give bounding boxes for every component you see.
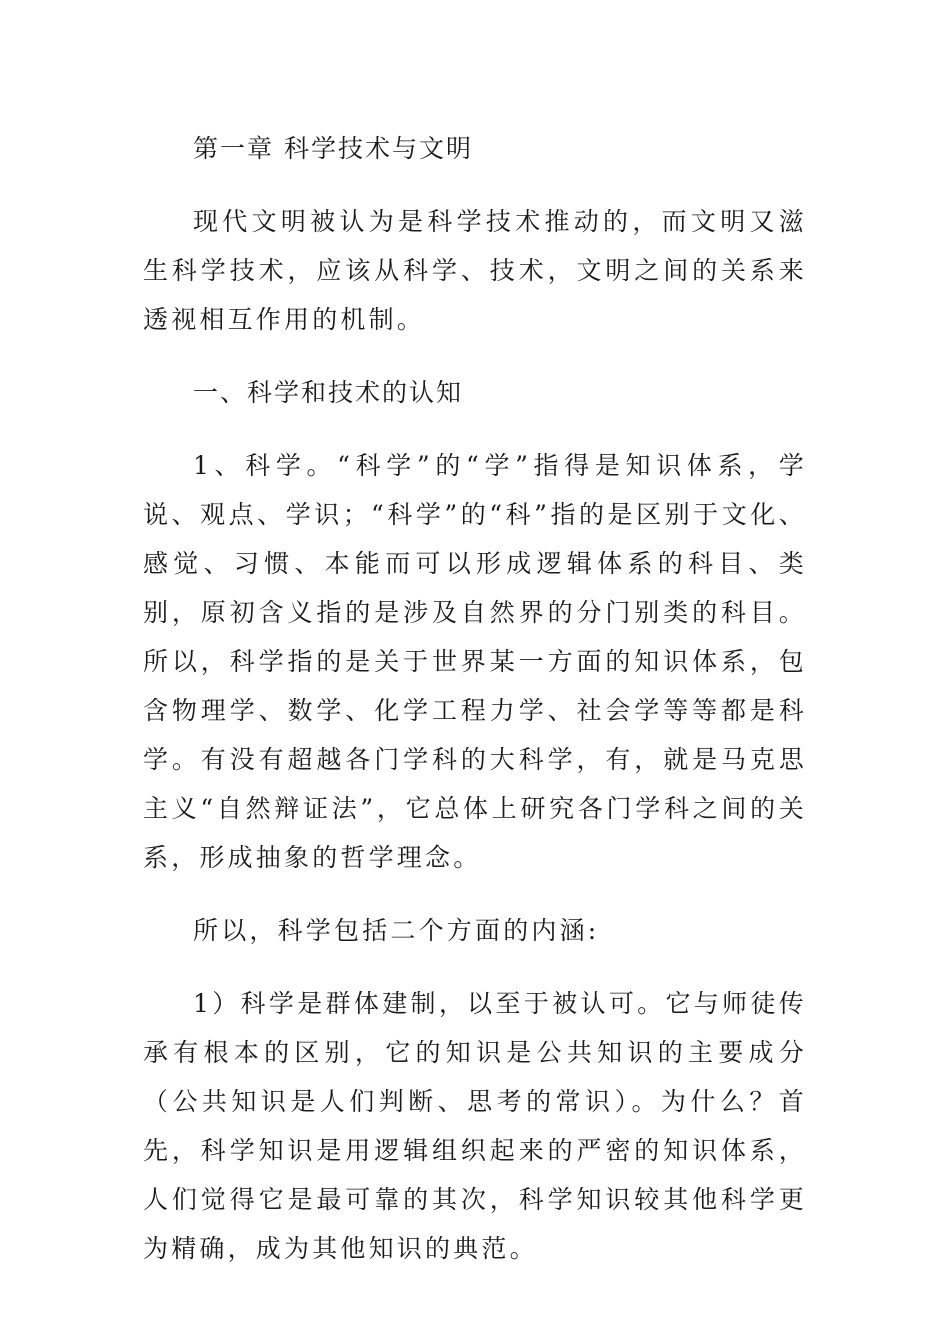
- document-body: [143, 124, 807, 1297]
- point-one-paragraph: 1）科学是群体建制，以至于被认可。它与师徒传承有根本的区别，它的知识是公共知识的主要成分（公共知识是人们判断、思考的常识）。为什么？首先，科学知识是用逻辑组织起来的严密的知识体系，人们觉得它是最可靠的其次，科学知识较其他科学更为精确，成为其他知识的典范。: [143, 989, 807, 1263]
- science-definition-paragraph: 1、科学。“科学”的“学”指得是知识体系，学说、观点、学识；“科学”的“科”指的是区别于文化、感觉、习惯、本能而可以形成逻辑体系的科目、类别，原初含义指的是涉及自然界的分门别类的科目。所以，科学指的是关于世界某一方面的知识体系，包含物理学、数学、化学工程力学、社会学等等都是科学。有没有超越各门学科的大科学，有，就是马克思主义“自然辩证法”，它总体上研究各门学科之间的关系，形成抽象的哲学理念。: [143, 451, 807, 872]
- section-heading: 一、科学和技术的认知: [193, 378, 464, 407]
- intro-paragraph: 现代文明被认为是科学技术推动的，而文明又滋生科学技术，应该从科学、技术，文明之间的关系来透视相互作用的机制。: [143, 207, 807, 334]
- two-aspects-paragraph: 所以，科学包括二个方面的内涵:: [193, 916, 600, 945]
- chapter-title: 第一章 科学技术与文明: [193, 134, 473, 163]
